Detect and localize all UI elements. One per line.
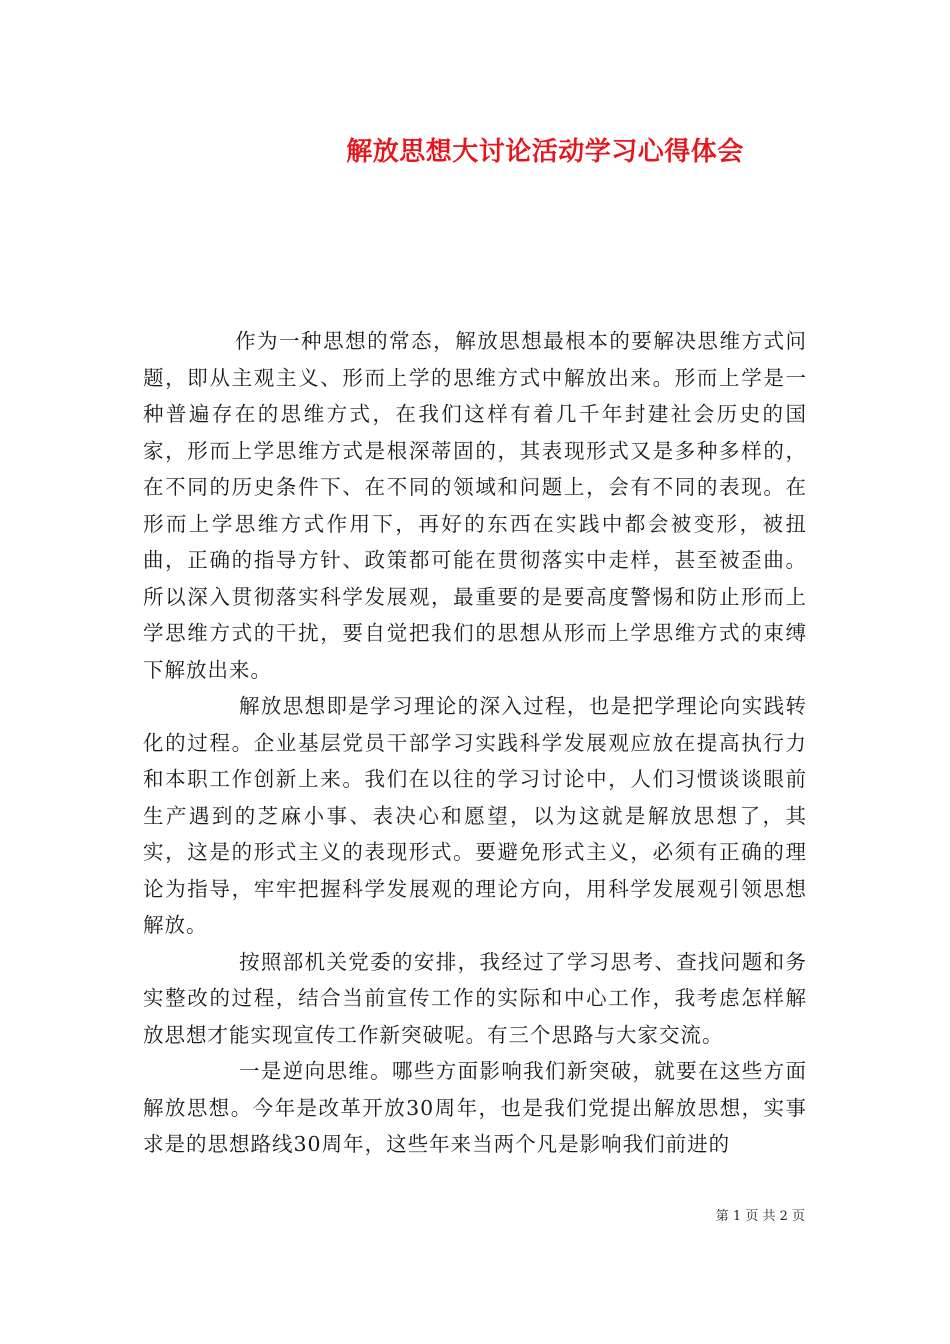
paragraph-3: 按照部机关党委的安排，我经过了学习思考、查找问题和务实整改的过程，结合当前宣传工作的实际和中心工作，我考虑怎样解放思想才能实现宣传工作新突破呢。有三个思路与大家交流。 xyxy=(143,949,807,1047)
document-title: 解放思想大讨论活动学习心得体会 xyxy=(346,137,744,167)
paragraph-4: 一是逆向思维。哪些方面影响我们新突破，就要在这些方面解放思想。今年是改革开放30周年，也是我们党提出解放思想，实事求是的思想路线30周年，这些年来当两个凡是影响我们前进的 xyxy=(143,1059,807,1156)
paragraph-1: 作为一种思想的常态，解放思想最根本的要解决思维方式问题，即从主观主义、形而上学的思维方式中解放出来。形而上学是一种普遍存在的思维方式，在我们这样有着几千年封建社会历史的国家，形而上学思维方式是根深蒂固的，其表现形式又是多种多样的，在不同的历史条件下、在不同的领域和问题上，会有不同的表现。在形而上学思维方式作用下，再好的东西在实践中都会被变形，被扭曲，正确的指导方针、政策都可能在贯彻落实中走样，甚至被歪曲。所以深入贯彻落实科学发展观，最重要的是要高度警惕和防止形而上学思维方式的干扰，要自觉把我们的思想从形而上学思维方式的束缚下解放出来。 xyxy=(143,329,807,682)
page-number-footer: 第 1 页 共 2 页 xyxy=(715,1209,805,1224)
paragraph-2: 解放思想即是学习理论的深入过程，也是把学理论向实践转化的过程。企业基层党员干部学习实践科学发展观应放在提高执行力和本职工作创新上来。我们在以往的学习讨论中，人们习惯谈谈眼前生产遇到的芝麻小事、表决心和愿望，以为这就是解放思想了，其实，这是的形式主义的表现形式。要避免形式主义，必须有正确的理论为指导，牢牢把握科学发展观的理论方向，用科学发展观引领思想解放。 xyxy=(143,694,807,937)
document-body xyxy=(143,323,807,1163)
